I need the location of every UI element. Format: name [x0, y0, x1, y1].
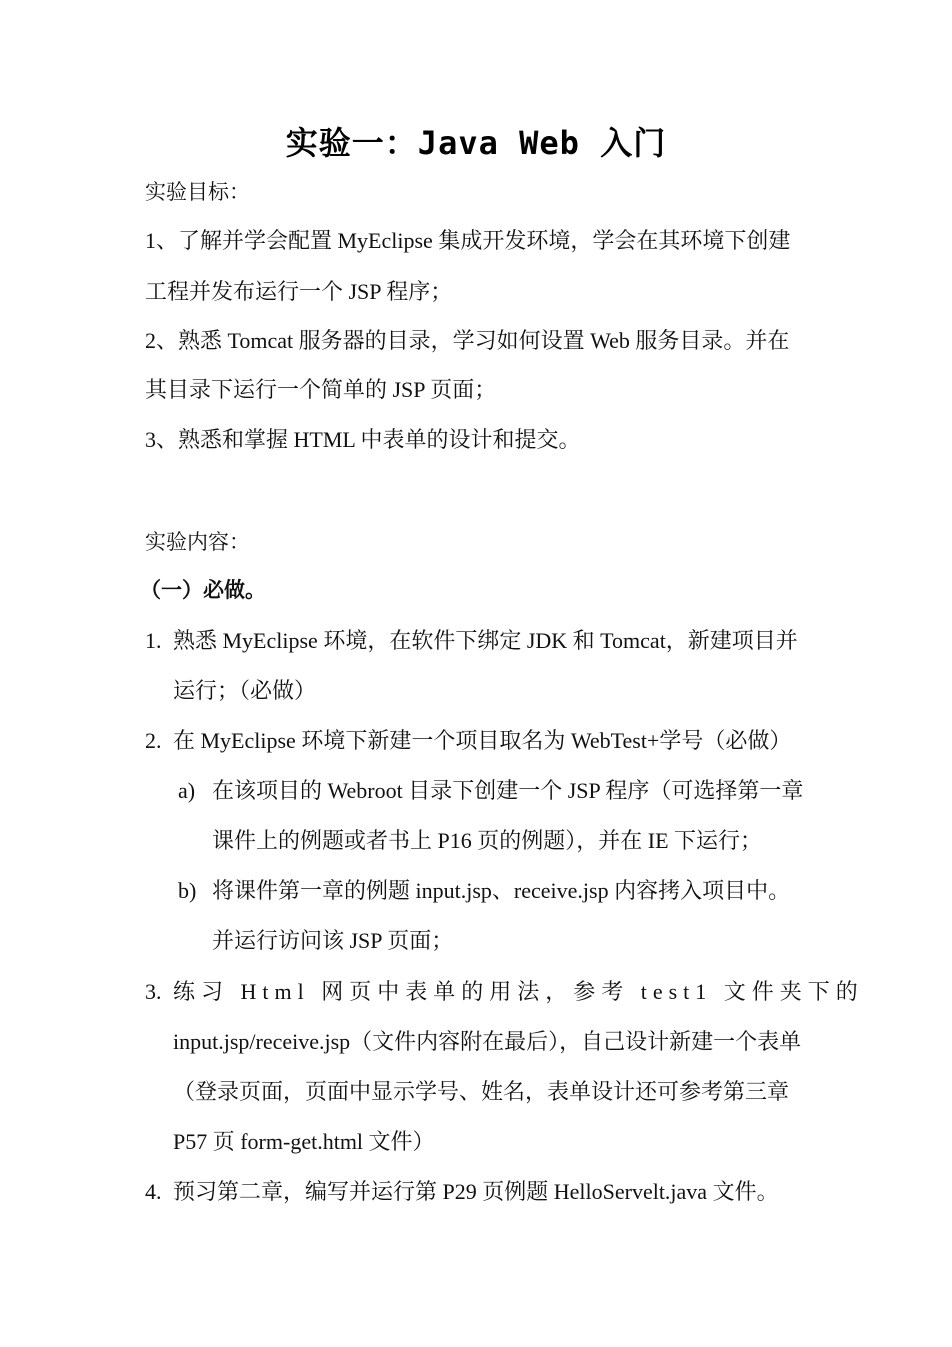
list-item-text: input.jsp/receive.jsp（文件内容附在最后），自己设计新建一个表单 — [173, 1029, 802, 1054]
list-item-number: 3. — [145, 979, 162, 1004]
list-item-text: 预习第二章，编写并运行第 P29 页例题 HelloServelt.java 文件。 — [173, 1179, 779, 1204]
objectives-line: 1、了解并学会配置 MyEclipse 集成开发环境，学会在其环境下创建 — [145, 228, 791, 253]
content-heading: 实验内容： — [145, 530, 250, 554]
objectives-line: 3、熟悉和掌握 HTML 中表单的设计和提交。 — [145, 427, 581, 452]
required-subheading: （一）必做。 — [140, 578, 266, 602]
objectives-heading: 实验目标： — [145, 180, 250, 204]
list-item-number: 2. — [145, 728, 162, 753]
objectives-line: 2、熟悉 Tomcat 服务器的目录，学习如何设置 Web 服务目录。并在 — [145, 328, 790, 353]
list-item-text: 运行；（必做） — [173, 678, 317, 703]
sub-item-text: 将课件第一章的例题 input.jsp、receive.jsp 内容拷入项目中。 — [212, 878, 791, 903]
list-item-text: P57 页 form-get.html 文件） — [173, 1129, 435, 1154]
sub-item-text: 在该项目的 Webroot 目录下创建一个 JSP 程序（可选择第一章 — [212, 778, 804, 803]
objectives-line: 工程并发布运行一个 JSP 程序； — [145, 279, 453, 304]
document-title: 实验一：Java Web 入门 — [285, 124, 667, 162]
list-item-number: 1. — [145, 628, 162, 653]
list-item-text: （登录页面，页面中显示学号、姓名，表单设计还可参考第三章 — [173, 1079, 790, 1104]
list-item-text: 在 MyEclipse 环境下新建一个项目取名为 WebTest+学号（必做） — [173, 728, 792, 753]
list-item-text: 熟悉 MyEclipse 环境，在软件下绑定 JDK 和 Tomcat，新建项目并 — [173, 628, 798, 653]
list-item-number: 4. — [145, 1179, 162, 1204]
sub-item-text: 并运行访问该 JSP 页面； — [212, 928, 454, 953]
sub-item-label: b) — [178, 878, 197, 903]
list-item-text: 练习 Html 网页中表单的用法，参考 test1 文件夹下的 — [173, 979, 864, 1004]
sub-item-text: 课件上的例题或者书上 P16 页的例题），并在 IE 下运行； — [212, 828, 763, 853]
objectives-line: 其目录下运行一个简单的 JSP 页面； — [145, 377, 497, 402]
sub-item-label: a) — [178, 778, 196, 803]
